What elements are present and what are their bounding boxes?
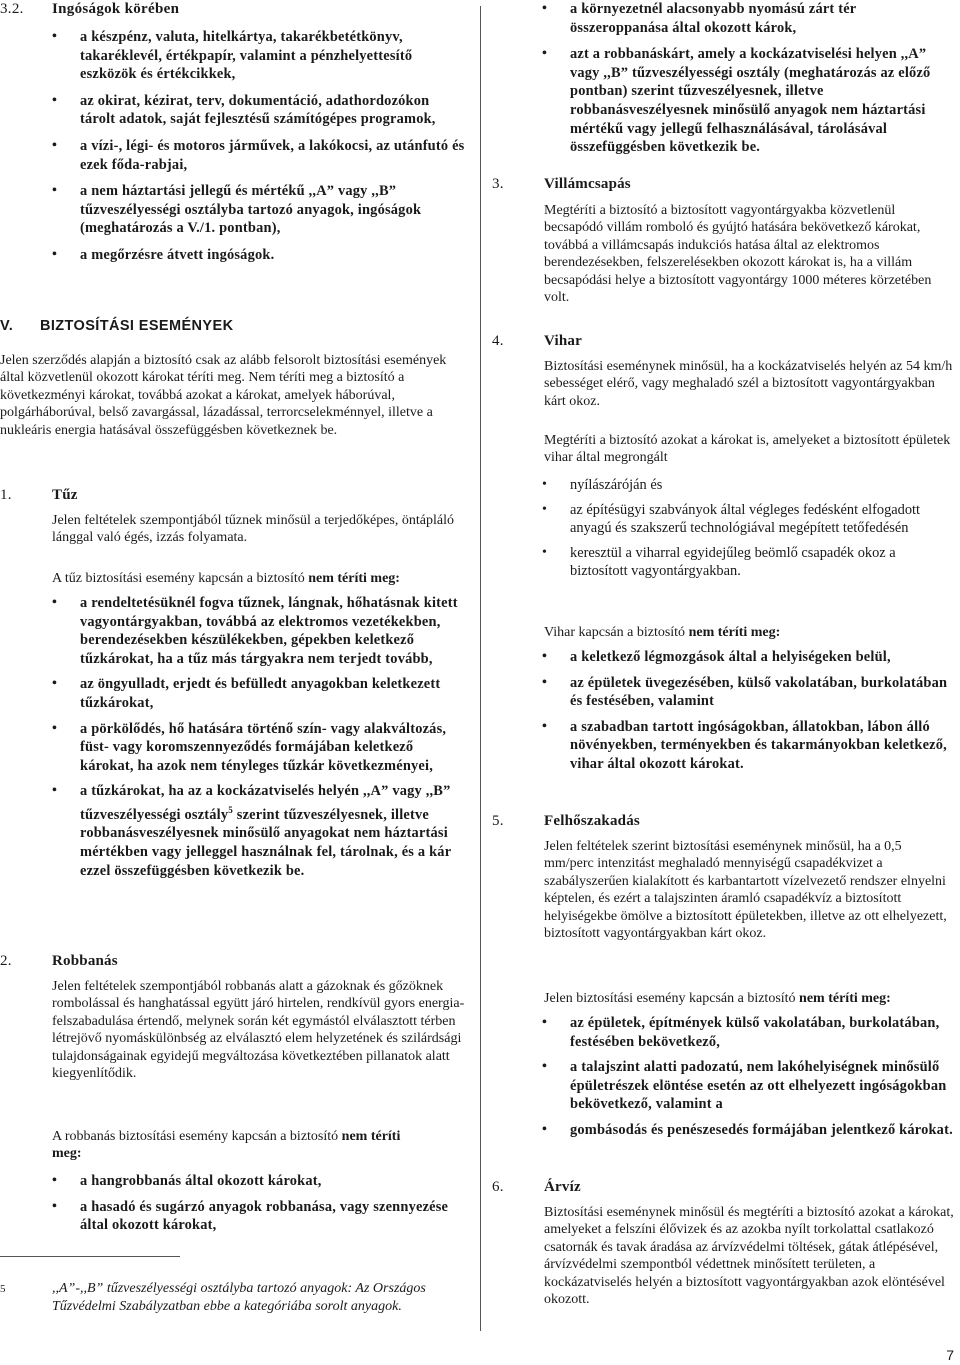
subsection-title: Felhőszakadás [544, 813, 640, 829]
subsection-title: Villámcsapás [544, 176, 631, 192]
subsection-heading-vihar [492, 332, 582, 350]
list-item: • a nem háztartási jellegű és mértékű ,,A” vagy ,,B” tűzveszélyességi osztályba tartozó anyagok, ingóságok (meghatározás a V./1. pontban), [80, 182, 465, 238]
subsection-number: 3. [492, 176, 504, 192]
vihar-coverage-list [570, 476, 954, 581]
tuz-definition: Jelen feltételek szempontjából tűznek minősül a terjedőképes, öntápláló lánggal való égés, izzás folyamata. [52, 513, 454, 546]
section-title: Ingóságok körében [52, 1, 180, 17]
footnote-number: 5 [0, 1283, 6, 1295]
subsection-heading-tuz [0, 486, 78, 504]
vihar-exclusion-lead: Vihar kapcsán a biztosító nem téríti meg: [544, 625, 781, 640]
list-item: • a szabadban tartott ingóságokban, állatokban, lábon álló növényekben, terményekben és takarmányokban keletkező, vihar által okozott károkat. [570, 718, 954, 774]
subsection-title: Árvíz [544, 1179, 581, 1195]
robbanas-definition: Jelen feltételek szempontjából robbanás alatt a gázoknak és gőzöknek rombolással és hanghatással együtt járó hirtelen, rendkívül gyors energia-felszabadulása értendő, melynek során két egymástól elválasztott térben létrejövő nyomáskülönbség az elválasztó elem helyzetének és szilárdsági tulajdonságainak egyidejű megváltozása következtében pillanatok alatt kiegyenlítődik. [52, 979, 465, 1082]
felhoszakadas-definition: Jelen feltételek szerint biztosítási eseménynek minősül, ha a 0,5 mm/perc intenzitást meghaladó mennyiségű csapadékvizet a szabályszerűen kialakított és karbantartott vízelvezető rendszer elnyelni képtelen, és ezért a talajszinten áramló csapadékvíz a biztosított helyiségekbe ömölve a biztosított épületekben, illetve az ott elhelyezett, biztosított vagyontárgyakban kárt okoz. [544, 839, 947, 942]
footnote [0, 1280, 470, 1316]
chapter-number: V. [0, 318, 14, 334]
vihar-definition-2: Megtéríti a biztosító azokat a károkat is, amelyeket a biztosított épületek vihar által megrongált [544, 433, 951, 466]
page-number: 7 [946, 1347, 954, 1363]
tuz-exclusion-lead: A tűz biztosítási esemény kapcsán a biztosító nem téríti meg: [52, 571, 400, 586]
subsection-number: 5. [492, 813, 504, 829]
chapter-heading [0, 318, 233, 334]
list-item: • azt a robbanáskárt, amely a kockázatviselési helyen ,,A” vagy ,,B” tűzveszélyességi osztály (meghatározás az előző pontban) szerint tűzveszélyesnek, illetve robbanásveszélyesnek minősülő anyagok nem háztartási mértékű vagy jellegű felhasználásával, tárolásával összefüggésben következik be. [570, 45, 954, 157]
list-item: • az öngyulladt, erjedt és befülledt anyagokban keletkezett tűzkárokat, [80, 675, 458, 712]
subsection-heading-robbanas [0, 952, 118, 970]
list-item: • a rendeltetésüknél fogva tűznek, lángnak, hőhatásnak kitett vagyontárgyakban, továbbá az elektromos vezetékekben, berendezésekben készülékekben, gépekben keletkező tűzkárokat, ha a tűz más tárgyakra nem terjedt tovább, [80, 594, 458, 668]
subsection-heading-felhoszakadas [492, 812, 640, 830]
subsection-number: 4. [492, 333, 504, 349]
subsection-number: 6. [492, 1179, 504, 1195]
list-item: • gombásodás és penészesedés formájában jelentkező károkat. [570, 1121, 954, 1140]
column-divider [480, 6, 481, 1331]
footnote-text: ,,A”-,,B” tűzveszélyességi osztályba tartozó anyagok: Az Országos Tűzvédelmi Szabályzatban ebbe a kategóriába sorolt anyagok. [52, 1281, 426, 1314]
list-item: • a környezetnél alacsonyabb nyomású zárt tér összeroppanása által okozott károk, [570, 0, 954, 37]
arviz-definition: Biztosítási eseménynek minősül és megtéríti a biztosító azokat a károkat, amelyeket a felszíni élővizek és az azokba nyílt torkolattal csatlakozó csatornák és tavak áradása az árvízvédelmi töltések, gátak átlépésével, árvízvédelmi szempontból védettnek minősített területen, a kockázatviselés helyén a biztosított vagyontárgyakban azok elöntésével okozott. [544, 1205, 954, 1308]
list-item: • a pörkölődés, hő hatására történő szín- vagy alakváltozás, füst- vagy koromszennyeződés formájában keletkező károkat, ha azok nem tényleges tűzkár következményei, [80, 720, 458, 776]
list-item: • a talajszint alatti padozatú, nem lakóhelyiségnek minősülő épületrészek elöntése esetén az ott elhelyezett ingóságokban bekövetkező, valamint a [570, 1058, 954, 1114]
list-item: • a keletkező légmozgások által a helyiségeken belül, [570, 648, 954, 667]
vihar-exclusion-list [570, 648, 954, 774]
felhoszakadas-exclusion-lead: Jelen biztosítási esemény kapcsán a biztosító nem téríti meg: [544, 991, 891, 1006]
list-item: • a hangrobbanás által okozott károkat, [80, 1172, 458, 1191]
subsection-number: 2. [0, 953, 12, 969]
section-3-2 [0, 0, 470, 18]
list-item: • a megőrzésre átvett ingóságok. [80, 246, 465, 265]
subsection-title: Vihar [544, 333, 582, 349]
list-item: • az épületek üvegezésében, külső vakolatában, burkolatában és festésében, valamint [570, 674, 954, 711]
robbanas-exclusion-list-continued [570, 0, 954, 157]
section-3-2-list [80, 28, 465, 265]
footnote-rule [0, 1256, 180, 1257]
subsection-title: Robbanás [52, 953, 118, 969]
subsection-number: 1. [0, 487, 12, 503]
list-item: • a vízi-, légi- és motoros járművek, a lakókocsi, az utánfutó és ezek főda-rabjai, [80, 137, 465, 174]
subsection-title: Tűz [52, 487, 78, 503]
list-item: • a készpénz, valuta, hitelkártya, takarékbetétkönyv, takaréklevél, értékpapír, valamint a pénzhelyettesítő eszközök és értékcikkek, [80, 28, 465, 84]
villam-definition: Megtéríti a biztosító a biztosított vagyontárgyakba közvetlenül becsapódó villám romboló és gyújtó hatására bekövetkező károkat, továbbá a villámcsapás indukciós hatása által az elektromos berendezésekben, felszerelésekben okozott károkat is, ha a villám becsapódási helye a biztosított vagyontárgy 1000 méteres körzetében volt. [544, 203, 932, 306]
list-item: • nyílászáróján és [570, 476, 954, 495]
robbanas-exclusion-lead: A robbanás biztosítási esemény kapcsán a biztosító nem téríti meg: [52, 1129, 401, 1162]
felhoszakadas-exclusion-list [570, 1014, 954, 1140]
chapter-intro: Jelen szerződés alapján a biztosító csak az alább felsorolt biztosítási események által közvetlenül okozott károkat téríti meg. Nem téríti meg a biztosító a következményi károkat, továbbá azokat a károkat, amelyek háborúval, polgárháborúval, belső zavargással, lázadással, terrorcselekménnyel, illetve a nukleáris energia hatásával összefüggésben következnek be. [0, 353, 447, 438]
robbanas-exclusion-list [80, 1172, 458, 1235]
vihar-definition: Biztosítási eseménynek minősül, ha a kockázatviselés helyén az 54 km/h sebességet elérő, vagy meghaladó szél a biztosított vagyontárgyakban kárt okoz. [544, 359, 953, 409]
list-item: • a tűzkárokat, ha az a kockázatviselés helyén ,,A” vagy ,,B” tűzveszélyességi osztály$^5$ szerint tűzveszélyesnek, illetve robbanásveszélyesnek minősülő anyagokat nem háztartási mértékben vagy jelleggel használnak fel, tárolnak, és a kár ezzel összefüggésben következik be. [80, 782, 458, 880]
footnote-reference[interactable]: 5 [228, 804, 233, 815]
tuz-exclusion-list [80, 594, 458, 880]
list-item: • az épületek, építmények külső vakolatában, burkolatában, festésében bekövetkező, [570, 1014, 954, 1051]
section-number: 3.2. [0, 1, 24, 17]
subsection-heading-villam [492, 175, 631, 193]
list-item: • az építésügyi szabványok által végleges fedésként elfogadott anyagú és szakszerű technológiával megépített tetőfedésén [570, 501, 954, 538]
subsection-heading-arviz [492, 1178, 581, 1196]
list-item: • a hasadó és sugárzó anyagok robbanása, vagy szennyezése által okozott károkat, [80, 1198, 458, 1235]
list-item: • keresztül a viharral egyidejűleg beömlő csapadék okoz a biztosított vagyontárgyakban. [570, 544, 954, 581]
list-item: • az okirat, kézirat, terv, dokumentáció, adathordozókon tárolt adatok, saját fejlesztésű számítógépes programok, [80, 92, 465, 129]
chapter-title: BIZTOSÍTÁSI ESEMÉNYEK [40, 318, 234, 334]
